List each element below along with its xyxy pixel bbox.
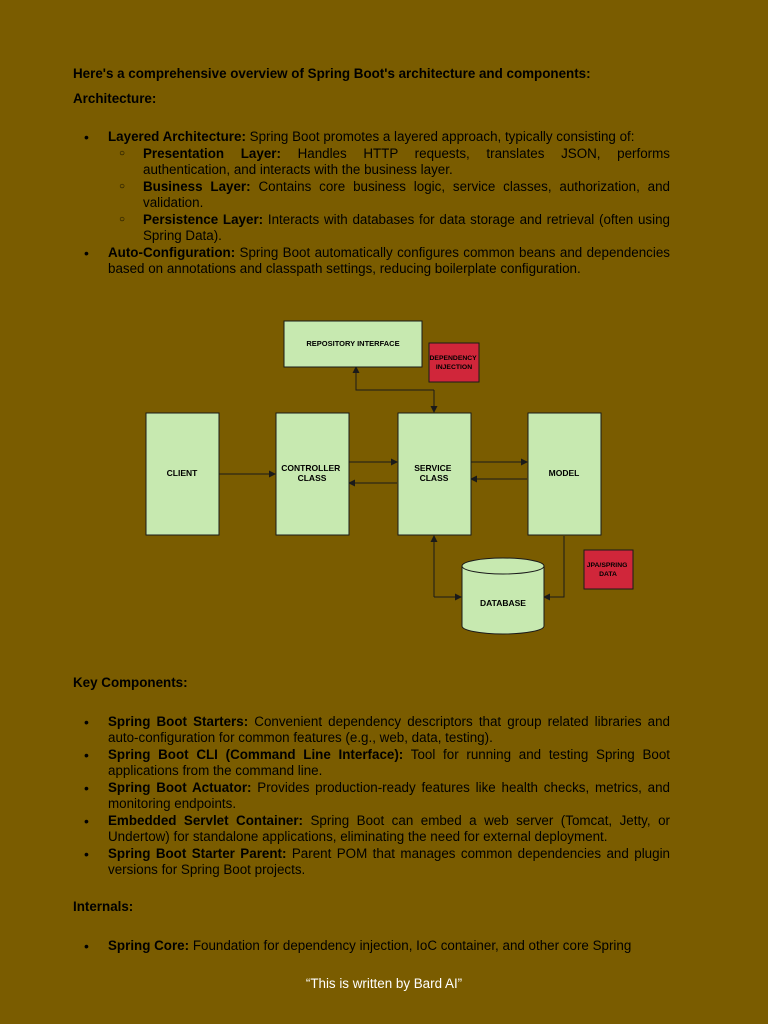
list-item-term: Business Layer:	[143, 178, 251, 194]
client-box	[146, 413, 219, 535]
jpa-label-line-1: JPA/SPRING	[586, 562, 628, 569]
jpa-label-line-2: DATA	[599, 571, 617, 578]
repository-interface-box	[284, 321, 422, 367]
key-components-section	[73, 675, 670, 879]
list-item-text: Spring Boot promotes a layered approach, typically consisting of:	[245, 129, 635, 144]
list-item-text: Foundation for dependency injection, IoC container, and other core Spring	[189, 937, 632, 953]
list-item-text: Contains core business logic, service classes, authorization, and validation.	[143, 178, 670, 210]
list-item-term: Spring Boot CLI (Command Line Interface):	[108, 746, 404, 762]
controller-class-box	[276, 413, 349, 535]
layer-list	[108, 146, 670, 245]
controller-label-line-2: CLASS	[297, 473, 327, 483]
list-item-text: Spring Boot automatically configures common beans and dependencies based on annotations and classpath settings, reducing boilerplate configuration.	[108, 244, 670, 276]
list-item	[108, 813, 670, 846]
list-item-term: Spring Boot Starter Parent:	[108, 845, 287, 861]
jpa-spring-data-tag	[584, 550, 633, 589]
list-item-term: Persistence Layer:	[143, 211, 264, 227]
svg-text:SERVICE CLASS	[414, 463, 454, 483]
list-item-text: Parent POM that manages common dependencies and plugin versions for Spring Boot projects.	[108, 845, 670, 877]
model-box	[528, 413, 601, 535]
service-repository-arrow	[356, 367, 434, 390]
service-label-line-1: SERVICE	[414, 463, 452, 473]
internals-section	[73, 899, 670, 954]
list-item-text: Tool for running and testing Spring Boot applications from the command line.	[108, 746, 670, 778]
model-database-arrow	[544, 536, 564, 597]
service-label-line-2: CLASS	[419, 473, 449, 483]
model-label: MODEL	[548, 468, 580, 478]
database-cylinder	[462, 558, 544, 634]
architecture-list	[73, 129, 670, 278]
footer-note: “This is written by Bard AI”	[305, 976, 463, 991]
list-item-term: Presentation Layer:	[143, 145, 281, 161]
key-components-heading: Key Components:	[73, 675, 188, 690]
list-item-text: Spring Boot can embed a web server (Tomcat, Jetty, or Undertow) for standalone applications, eliminating the need for external deployment.	[108, 812, 670, 844]
repository-interface-label: REPOSITORY INTERFACE	[306, 339, 400, 348]
list-item-text: Provides production-ready features like health checks, metrics, and monitoring endpoints.	[108, 779, 670, 811]
list-item	[108, 714, 670, 747]
list-item-term: Spring Boot Starters:	[108, 713, 249, 729]
list-item	[108, 245, 670, 278]
intro-heading: Here's a comprehensive overview of Spring Boot's architecture and components:	[73, 66, 591, 81]
list-item-term: Layered Architecture:	[108, 129, 246, 144]
list-item	[108, 938, 670, 955]
list-item-text: Handles HTTP requests, translates JSON, performs authentication, and interacts with the business layer.	[143, 145, 670, 177]
dependency-injection-line-1: DEPENDENCY	[429, 355, 477, 362]
list-item-term: Auto-Configuration:	[108, 244, 236, 260]
controller-label-line-1: CONTROLLER	[281, 463, 341, 473]
list-item	[143, 212, 670, 245]
dependency-injection-tag	[429, 343, 479, 382]
internals-list	[73, 938, 670, 955]
list-item	[108, 780, 670, 813]
list-item-text: Convenient dependency descriptors that group related libraries and auto-configuration for common features (e.g., web, data, testing).	[108, 713, 671, 745]
internals-heading: Internals:	[73, 899, 134, 914]
list-item-term: Embedded Servlet Container:	[108, 812, 304, 828]
list-item-text: Interacts with databases for data storage and retrieval (often using Spring Data).	[143, 211, 670, 243]
list-item-term: Spring Core:	[108, 937, 190, 953]
client-label: CLIENT	[166, 468, 198, 478]
architecture-section	[73, 66, 670, 278]
database-label: DATABASE	[480, 598, 526, 608]
service-class-box	[398, 413, 471, 535]
list-item	[108, 747, 670, 780]
architecture-heading: Architecture:	[73, 90, 157, 106]
key-components-list	[73, 714, 670, 879]
list-item	[143, 179, 670, 212]
list-item	[108, 846, 670, 879]
dependency-injection-line-2: INJECTION	[435, 364, 473, 371]
list-item-term: Spring Boot Actuator:	[108, 779, 252, 795]
list-item	[108, 129, 670, 245]
list-item	[143, 146, 670, 179]
